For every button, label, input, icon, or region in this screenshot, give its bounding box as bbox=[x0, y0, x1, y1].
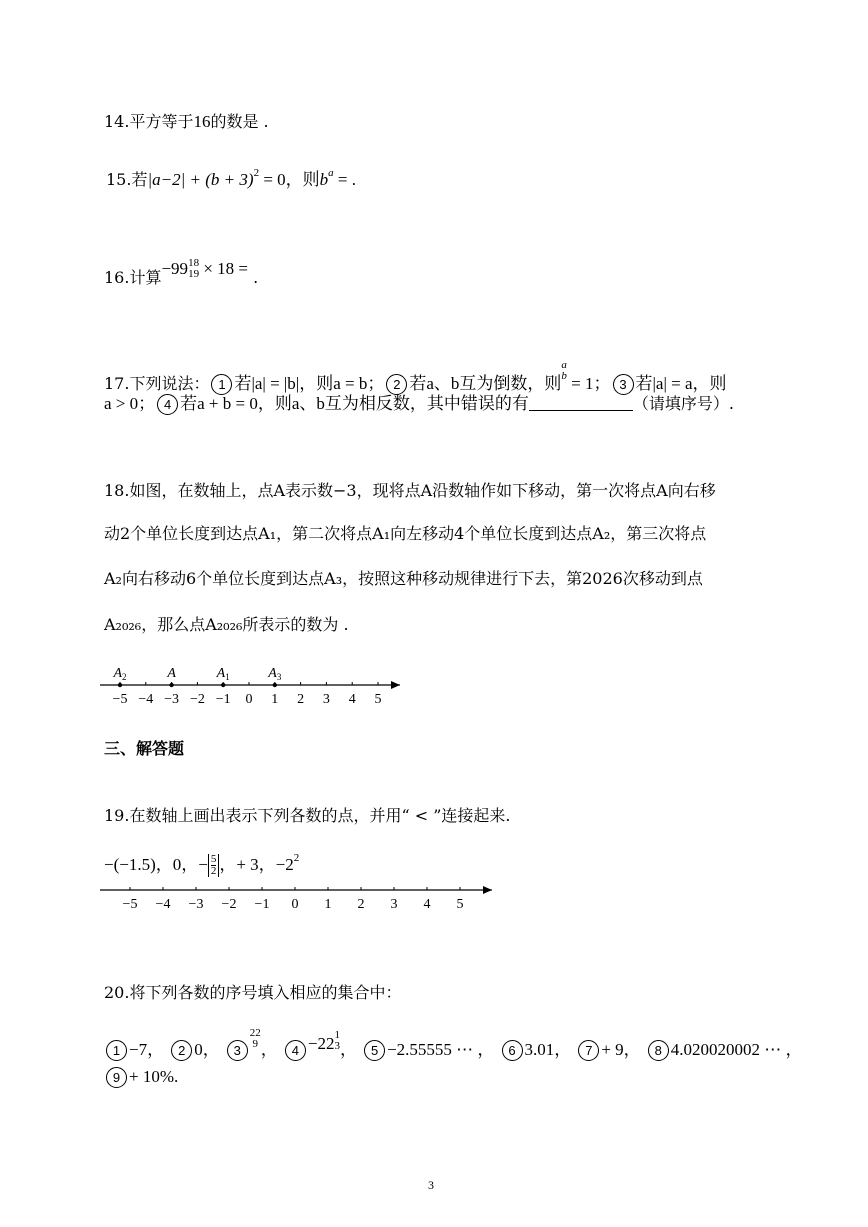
circled-number: 4 bbox=[285, 1040, 306, 1061]
tick-label: −3 bbox=[188, 897, 204, 912]
question-20-items: 1 −7， 2 0， 3 22 9 ， 4 −22 1 3 ， 5 −2.55555 ⋯ ， 6 3.01， 7 + 9， 8 4.020020002 ⋯ ， bbox=[104, 1028, 803, 1061]
tick-label: 5 bbox=[456, 897, 464, 912]
section-heading: 三、解答题 bbox=[104, 739, 185, 758]
number-line-19 bbox=[100, 878, 500, 914]
tick-label: −4 bbox=[155, 897, 171, 912]
circled-number: 7 bbox=[578, 1040, 599, 1061]
circled-number: 6 bbox=[502, 1040, 523, 1061]
tick-label: 0 bbox=[291, 897, 299, 912]
question-18-line-3: A₂向右移动6个单位长度到达点A₃，按照这种移动规律进行下去，第2026次移动到点 bbox=[104, 569, 703, 588]
circled-number: 1 bbox=[106, 1040, 127, 1061]
tick-label: −2 bbox=[189, 692, 205, 707]
point-marker bbox=[273, 683, 277, 687]
question-20-line-1: 20.将下列各数的序号填入相应的集合中： bbox=[104, 983, 402, 1002]
circled-number: 3 bbox=[613, 374, 634, 395]
axis-arrow bbox=[391, 681, 400, 689]
point-marker bbox=[118, 683, 122, 687]
circled-number: 1 bbox=[211, 374, 232, 395]
question-16: 16.计算−99 18 19 × 18 = . bbox=[104, 257, 259, 287]
tick-label: 4 bbox=[348, 692, 356, 707]
fraction: a b bbox=[561, 359, 567, 382]
tick-label: 2 bbox=[357, 897, 365, 912]
tick-label: 5 bbox=[374, 692, 382, 707]
point-marker bbox=[169, 683, 173, 687]
tick-label: −5 bbox=[112, 692, 128, 707]
question-14: 14.平方等于16的数是 . bbox=[104, 112, 269, 131]
point-marker bbox=[221, 683, 225, 687]
question-19-line-1: 19.在数轴上画出表示下列各数的点，并用“ < ”连接起来. bbox=[104, 806, 511, 825]
point-label: $A_1$ bbox=[216, 666, 230, 682]
point-label: $A_2$ bbox=[113, 666, 127, 682]
tick-label: 0 bbox=[245, 692, 253, 707]
tick-label: 4 bbox=[423, 897, 431, 912]
question-18-line-2: 动2个单位长度到达点A₁，第二次将点A₁向左移动4个单位长度到达点A₂，第三次将点 bbox=[104, 524, 707, 543]
tick-label: 1 bbox=[324, 897, 332, 912]
circled-number: 5 bbox=[364, 1040, 385, 1061]
circled-number: 8 bbox=[648, 1040, 669, 1061]
page-number: 3 bbox=[428, 1178, 434, 1192]
tick-label: −4 bbox=[138, 692, 154, 707]
fraction: $\frac{5}{2}$ bbox=[210, 853, 217, 877]
circled-number: 2 bbox=[386, 374, 407, 395]
fraction: 22 9 bbox=[249, 1027, 261, 1050]
question-18-line-1: 18.如图，在数轴上，点A表示数−3，现将点A沿数轴作如下移动，第一次将点A向右移 bbox=[104, 481, 716, 500]
tick-label: −1 bbox=[215, 692, 231, 707]
question-17-line-1: 17.下列说法： 1 若|a| = |b|，则a = b； 2 若a、b互为倒数，则 a b = 1； 3 若|a| = a，则 bbox=[104, 359, 727, 393]
point-label: $A_3$ bbox=[268, 666, 282, 682]
tick-label: −1 bbox=[254, 897, 270, 912]
tick-label: 1 bbox=[271, 692, 279, 707]
tick-label: 3 bbox=[322, 692, 330, 707]
answer-blank[interactable] bbox=[529, 394, 633, 411]
number-line-18 bbox=[100, 658, 410, 714]
circled-number: 3 bbox=[227, 1040, 248, 1061]
tick-label: 3 bbox=[390, 897, 398, 912]
axis-arrow bbox=[483, 886, 492, 894]
fraction: 18 19 bbox=[188, 257, 200, 280]
question-20-line-3: 9 + 10%. bbox=[104, 1066, 178, 1088]
tick-label: −3 bbox=[164, 692, 180, 707]
circled-number: 2 bbox=[171, 1040, 192, 1061]
circled-number: 9 bbox=[106, 1067, 127, 1088]
question-15: 15.若$|a-2| + (b + 3)^2 = 0$，则$b^a$ = . bbox=[106, 167, 356, 189]
question-17-line-2: a > 0； 4 若a + b = 0，则a、b互为相反数，其中错误的有 （请填序号）. bbox=[104, 394, 734, 413]
circled-number: 4 bbox=[157, 394, 178, 415]
tick-label: −2 bbox=[221, 897, 237, 912]
point-label: A bbox=[167, 666, 176, 681]
tick-label: 2 bbox=[297, 692, 305, 707]
tick-label: −5 bbox=[122, 897, 138, 912]
question-18-line-4: A₂₀₂₆，那么点A₂₀₂₆所表示的数为 . bbox=[104, 615, 349, 634]
question-19-values: −(−1.5)，0，− $\frac{5}{2}$ ，+ 3，$-2^2$ bbox=[104, 852, 300, 877]
fraction: 1 3 bbox=[334, 1029, 340, 1052]
